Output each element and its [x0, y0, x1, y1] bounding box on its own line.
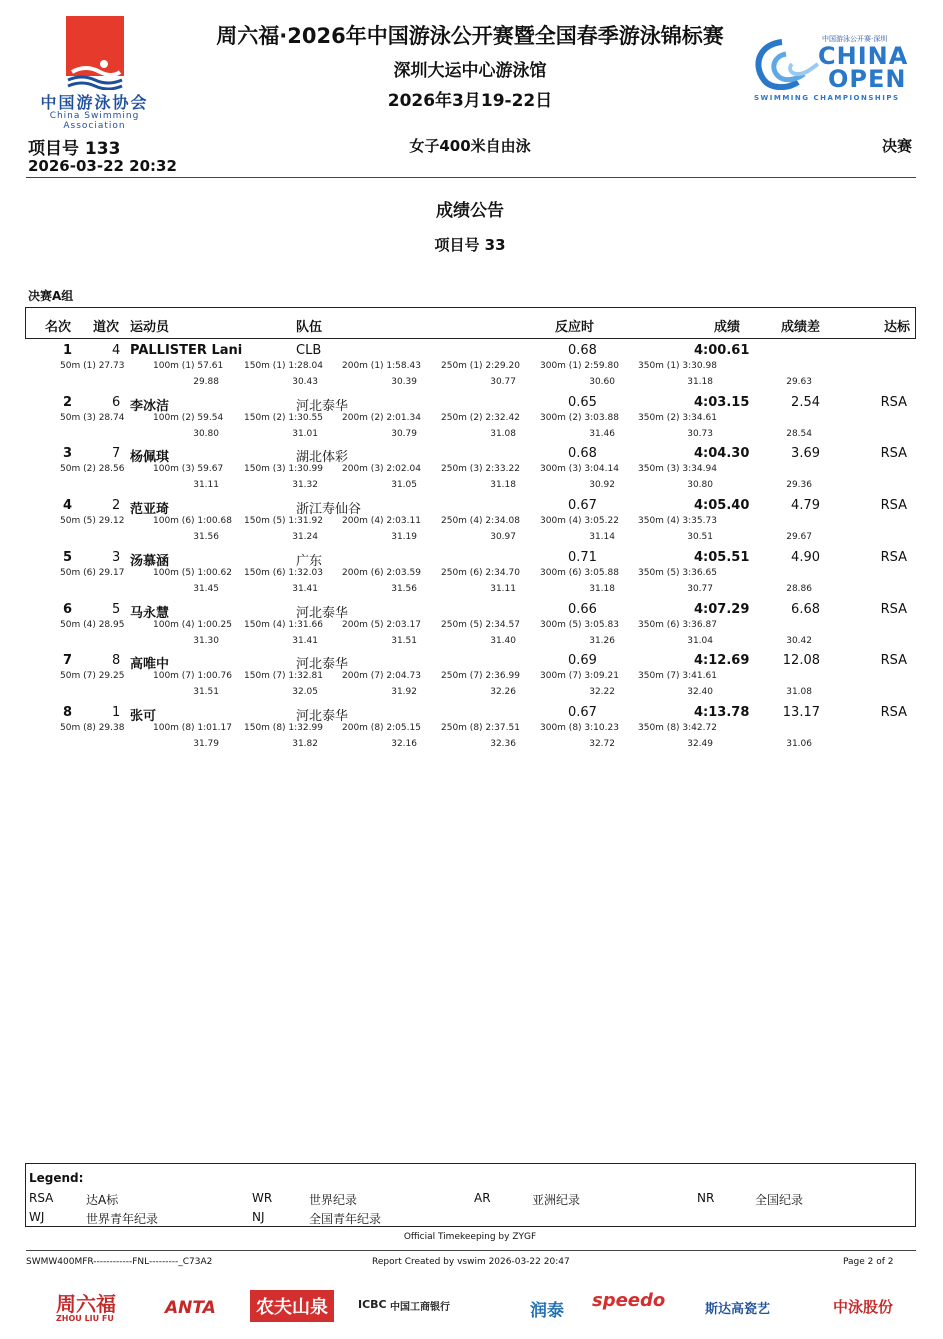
report-code: SWMW400MFR------------FNL---------_C73A2	[26, 1257, 213, 1267]
split-time: 50m (8) 29.38	[60, 722, 125, 733]
lap-time: 31.92	[391, 687, 417, 698]
lap-time: 28.86	[786, 583, 812, 594]
legend-desc: 全国青年纪录	[309, 1212, 382, 1226]
table-row	[0, 602, 943, 654]
split-time: 150m (6) 1:32.03	[244, 567, 323, 578]
sponsor-bar	[40, 1288, 910, 1328]
table-row	[0, 446, 943, 498]
team-name: 河北泰华	[296, 398, 349, 414]
final-time: 4:13.78	[694, 704, 750, 720]
split-time: 150m (3) 1:30.99	[244, 464, 323, 475]
reaction-time: 0.68	[568, 446, 597, 462]
split-time: 150m (1) 1:28.04	[244, 361, 323, 371]
lap-time: 31.04	[687, 635, 713, 646]
csa-name-cn: 中国游泳协会	[40, 93, 149, 112]
csa-logo	[22, 14, 167, 131]
document-subtitle: 项目号 33	[434, 236, 506, 254]
lap-time: 29.36	[786, 480, 812, 491]
rank-cell: 2	[63, 394, 73, 410]
split-time: 300m (5) 3:05.83	[540, 619, 619, 630]
split-time: 150m (5) 1:31.92	[244, 516, 323, 527]
lap-time: 31.56	[193, 532, 219, 543]
reaction-time: 0.71	[568, 549, 597, 565]
lap-time: 30.60	[589, 377, 615, 387]
lap-time: 31.05	[391, 480, 417, 491]
rank-cell: 3	[63, 446, 73, 462]
split-time: 50m (4) 28.95	[60, 619, 125, 630]
results-table-header	[25, 307, 916, 339]
rank-cell: 7	[63, 653, 73, 669]
sponsor-anta: ANTA	[165, 1298, 216, 1318]
lap-time: 30.77	[490, 377, 516, 387]
lap-time: 31.14	[589, 532, 615, 543]
china-open-logo-top: 中国游泳公开赛·深圳	[822, 35, 888, 43]
lap-time: 29.63	[786, 377, 812, 387]
time-diff: 4.79	[791, 498, 820, 514]
team-name: 河北泰华	[296, 657, 349, 673]
standard-badge: RSA	[880, 704, 907, 720]
legend-desc: 全国纪录	[755, 1193, 804, 1207]
athlete-name: 张可	[130, 708, 157, 724]
lane-cell: 1	[112, 704, 121, 720]
page-number: Page 2 of 2	[843, 1257, 894, 1267]
venue: 深圳大运中心游泳馆	[393, 61, 547, 81]
split-time: 250m (6) 2:34.70	[441, 567, 520, 578]
split-time: 100m (1) 57.61	[153, 361, 224, 371]
china-open-logo-bottom: SWIMMING CHAMPIONSHIPS	[754, 94, 900, 102]
meet-dates: 2026年3月19-22日	[387, 91, 553, 111]
rank-cell: 8	[63, 704, 73, 720]
sponsor-nongfu: 农夫山泉	[250, 1290, 334, 1322]
split-time: 200m (1) 1:58.43	[342, 361, 421, 371]
split-time: 100m (3) 59.67	[153, 464, 224, 475]
legend-code: AR	[474, 1191, 491, 1205]
split-time: 150m (2) 1:30.55	[244, 412, 323, 423]
lap-time: 30.42	[786, 635, 812, 646]
lap-time: 31.08	[786, 687, 812, 698]
reaction-time: 0.65	[568, 394, 597, 410]
document-title: 成绩公告	[436, 201, 504, 221]
split-time: 300m (6) 3:05.88	[540, 567, 619, 578]
split-time: 250m (1) 2:29.20	[441, 361, 520, 371]
team-name: 河北泰华	[296, 708, 349, 724]
lap-time: 32.72	[589, 738, 615, 749]
legend-code: NJ	[252, 1210, 265, 1224]
lap-time: 31.06	[786, 738, 812, 749]
lap-time: 30.79	[391, 428, 417, 439]
lap-time: 32.05	[292, 687, 318, 698]
team-name: CLB	[296, 343, 322, 358]
lap-time: 32.16	[391, 738, 417, 749]
athlete-name: 马永慧	[130, 605, 170, 621]
split-time: 50m (2) 28.56	[60, 464, 125, 475]
lap-time: 31.19	[391, 532, 417, 543]
sponsor-runtai: 润泰	[530, 1301, 564, 1321]
split-time: 300m (8) 3:10.23	[540, 722, 619, 733]
lap-time: 31.79	[193, 738, 219, 749]
china-open-logo-open: OPEN	[828, 65, 907, 93]
split-time: 200m (5) 2:03.17	[342, 619, 421, 630]
header-rank: 名次	[45, 320, 72, 335]
athlete-name: 范亚琦	[130, 502, 170, 518]
header-diff: 成绩差	[781, 320, 821, 335]
split-time: 250m (8) 2:37.51	[441, 722, 520, 733]
time-diff: 12.08	[782, 653, 820, 669]
header-reaction: 反应时	[555, 320, 595, 335]
split-time: 200m (4) 2:03.11	[342, 516, 421, 527]
event-name: 女子400米自由泳	[409, 137, 531, 155]
athlete-name: 杨佩琪	[130, 450, 170, 466]
lane-cell: 5	[112, 601, 121, 617]
split-time: 350m (5) 3:36.65	[638, 567, 717, 578]
table-row	[0, 395, 943, 447]
lap-time: 31.41	[292, 635, 318, 646]
split-time: 200m (2) 2:01.34	[342, 412, 421, 423]
legend-title: Legend:	[29, 1171, 84, 1185]
team-name: 浙江寿仙谷	[296, 502, 362, 518]
lap-time: 31.45	[193, 583, 219, 594]
split-time: 100m (6) 1:00.68	[153, 516, 232, 527]
sponsor-icbc-cn: 中国工商银行	[390, 1302, 450, 1313]
legend-desc: 世界纪录	[309, 1193, 358, 1207]
lap-time: 31.51	[193, 687, 219, 698]
split-time: 350m (4) 3:35.73	[638, 516, 717, 527]
csa-name-en: China Swimming Association	[49, 111, 140, 131]
legend-box	[25, 1163, 916, 1227]
split-time: 100m (8) 1:01.17	[153, 722, 232, 733]
header-athlete: 运动员	[130, 320, 170, 335]
meet-title: 周六福·2026年中国游泳公开赛暨全国春季游泳锦标赛	[216, 24, 724, 48]
lap-time: 29.67	[786, 532, 812, 543]
sponsor-speedo: speedo	[592, 1290, 666, 1311]
legend-desc: 亚洲纪录	[532, 1193, 581, 1207]
split-time: 250m (3) 2:33.22	[441, 464, 520, 475]
split-time: 300m (1) 2:59.80	[540, 361, 619, 371]
team-name: 河北泰华	[296, 605, 349, 621]
lap-time: 31.46	[589, 428, 615, 439]
split-time: 100m (4) 1:00.25	[153, 619, 232, 630]
legend-code: NR	[697, 1191, 715, 1205]
timekeeping-note: Official Timekeeping by ZYGF	[403, 1232, 537, 1242]
lap-time: 30.92	[589, 480, 615, 491]
time-diff: 2.54	[791, 394, 820, 410]
final-time: 4:00.61	[694, 343, 750, 358]
final-time: 4:05.51	[694, 549, 750, 565]
split-time: 50m (6) 29.17	[60, 567, 125, 578]
sponsor-icbc: ICBC	[358, 1298, 387, 1311]
lap-time: 31.30	[193, 635, 219, 646]
lap-time: 31.51	[391, 635, 417, 646]
split-time: 200m (6) 2:03.59	[342, 567, 421, 578]
swimmer-icon	[66, 60, 124, 90]
lap-time: 31.24	[292, 532, 318, 543]
split-time: 50m (3) 28.74	[60, 412, 125, 423]
split-time: 100m (2) 59.54	[153, 412, 224, 423]
results-table-body	[0, 343, 943, 763]
split-time: 200m (8) 2:05.15	[342, 722, 421, 733]
split-time: 150m (4) 1:31.66	[244, 619, 323, 630]
lap-time: 32.36	[490, 738, 516, 749]
time-diff: 3.69	[791, 446, 820, 462]
legend-code: WJ	[29, 1210, 45, 1224]
lap-time: 31.32	[292, 480, 318, 491]
lap-time: 31.18	[589, 583, 615, 594]
lane-cell: 6	[112, 394, 121, 410]
athlete-name: 汤慕涵	[130, 553, 170, 569]
legend-code: RSA	[29, 1191, 54, 1205]
final-time: 4:03.15	[694, 394, 750, 410]
footer-divider	[26, 1250, 916, 1251]
split-time: 250m (7) 2:36.99	[441, 671, 520, 682]
split-time: 100m (7) 1:00.76	[153, 671, 232, 682]
athlete-name: 李冰洁	[130, 398, 170, 414]
split-time: 50m (5) 29.12	[60, 516, 125, 527]
split-time: 350m (2) 3:34.61	[638, 412, 717, 423]
lap-time: 31.11	[490, 583, 516, 594]
header-team: 队伍	[296, 320, 323, 335]
reaction-time: 0.69	[568, 653, 597, 669]
team-name: 广东	[296, 553, 323, 569]
legend-desc: 世界青年纪录	[86, 1212, 159, 1226]
legend-code: WR	[252, 1191, 273, 1205]
final-time: 4:12.69	[694, 653, 750, 669]
legend-desc: 达A标	[86, 1193, 119, 1207]
split-time: 50m (1) 27.73	[60, 361, 125, 371]
lap-time: 31.26	[589, 635, 615, 646]
lap-time: 31.01	[292, 428, 318, 439]
lap-time: 31.11	[193, 480, 219, 491]
wave-icon	[752, 38, 822, 90]
reaction-time: 0.67	[568, 498, 597, 514]
rank-cell: 1	[63, 343, 73, 358]
lane-cell: 3	[112, 549, 121, 565]
heat-label: 决赛A组	[28, 289, 74, 303]
athlete-name: PALLISTER Lani	[130, 343, 243, 358]
sponsor-zhouliufu: 周六福	[56, 1292, 116, 1316]
lap-time: 30.51	[687, 532, 713, 543]
table-row	[0, 343, 943, 395]
lane-cell: 4	[112, 343, 121, 358]
table-row	[0, 498, 943, 550]
lap-time: 31.56	[391, 583, 417, 594]
header-divider	[26, 177, 916, 178]
lap-time: 30.39	[391, 377, 417, 387]
time-diff: 13.17	[782, 704, 820, 720]
lap-time: 31.41	[292, 583, 318, 594]
lane-cell: 7	[112, 446, 121, 462]
standard-badge: RSA	[880, 498, 907, 514]
lane-cell: 8	[112, 653, 121, 669]
final-time: 4:05.40	[694, 498, 750, 514]
split-time: 350m (3) 3:34.94	[638, 464, 717, 475]
team-name: 湖北体彩	[296, 450, 349, 466]
event-phase: 决赛	[881, 137, 912, 155]
lap-time: 30.80	[687, 480, 713, 491]
lap-time: 30.73	[687, 428, 713, 439]
split-time: 250m (2) 2:32.42	[441, 412, 520, 423]
final-time: 4:04.30	[694, 446, 750, 462]
standard-badge: RSA	[880, 549, 907, 565]
lap-time: 30.97	[490, 532, 516, 543]
split-time: 350m (6) 3:36.87	[638, 619, 717, 630]
reaction-time: 0.67	[568, 704, 597, 720]
standard-badge: RSA	[880, 653, 907, 669]
header-lane: 道次	[93, 320, 120, 335]
lap-time: 32.40	[687, 687, 713, 698]
event-number: 项目号 133	[28, 139, 121, 159]
sponsor-sida: 斯达高瓷艺	[705, 1302, 771, 1317]
event-datetime: 2026-03-22 20:32	[28, 157, 177, 175]
lap-time: 30.43	[292, 377, 318, 387]
lane-cell: 2	[112, 498, 121, 514]
split-time: 50m (7) 29.25	[60, 671, 125, 682]
lap-time: 28.54	[786, 428, 812, 439]
lap-time: 30.80	[193, 428, 219, 439]
split-time: 200m (7) 2:04.73	[342, 671, 421, 682]
lap-time: 29.88	[193, 377, 219, 387]
rank-cell: 6	[63, 601, 73, 617]
lap-time: 30.77	[687, 583, 713, 594]
lap-time: 32.49	[687, 738, 713, 749]
standard-badge: RSA	[880, 446, 907, 462]
time-diff: 4.90	[791, 549, 820, 565]
rank-cell: 5	[63, 549, 73, 565]
final-time: 4:07.29	[694, 601, 750, 617]
lap-time: 31.82	[292, 738, 318, 749]
sponsor-zhongyong: 中泳股份	[833, 1298, 894, 1316]
table-row	[0, 653, 943, 705]
split-time: 150m (8) 1:32.99	[244, 722, 323, 733]
split-time: 250m (5) 2:34.57	[441, 619, 520, 630]
split-time: 200m (3) 2:02.04	[342, 464, 421, 475]
lap-time: 31.18	[687, 377, 713, 387]
sponsor-zhouliufu-en: ZHOU LIU FU	[56, 1314, 114, 1323]
report-created: Report Created by vswim 2026-03-22 20:47	[372, 1257, 570, 1267]
lap-time: 31.18	[490, 480, 516, 491]
table-row	[0, 705, 943, 757]
split-time: 350m (8) 3:42.72	[638, 722, 717, 733]
lap-time: 31.40	[490, 635, 516, 646]
time-diff: 6.68	[791, 601, 820, 617]
split-time: 150m (7) 1:32.81	[244, 671, 323, 682]
standard-badge: RSA	[880, 601, 907, 617]
athlete-name: 高唯中	[130, 657, 170, 673]
split-time: 350m (1) 3:30.98	[638, 361, 717, 371]
split-time: 300m (3) 3:04.14	[540, 464, 619, 475]
table-row	[0, 550, 943, 602]
split-time: 250m (4) 2:34.08	[441, 516, 520, 527]
split-time: 100m (5) 1:00.62	[153, 567, 232, 578]
split-time: 350m (7) 3:41.61	[638, 671, 717, 682]
standard-badge: RSA	[880, 394, 907, 410]
lap-time: 32.22	[589, 687, 615, 698]
lap-time: 32.26	[490, 687, 516, 698]
split-time: 300m (7) 3:09.21	[540, 671, 619, 682]
reaction-time: 0.66	[568, 601, 597, 617]
header-standard: 达标	[884, 320, 911, 335]
reaction-time: 0.68	[568, 343, 597, 358]
header-time: 成绩	[714, 320, 741, 335]
lap-time: 31.08	[490, 428, 516, 439]
rank-cell: 4	[63, 498, 73, 514]
split-time: 300m (2) 3:03.88	[540, 412, 619, 423]
split-time: 300m (4) 3:05.22	[540, 516, 619, 527]
china-open-logo-china: CHINA	[818, 42, 909, 70]
china-open-logo	[752, 34, 920, 106]
